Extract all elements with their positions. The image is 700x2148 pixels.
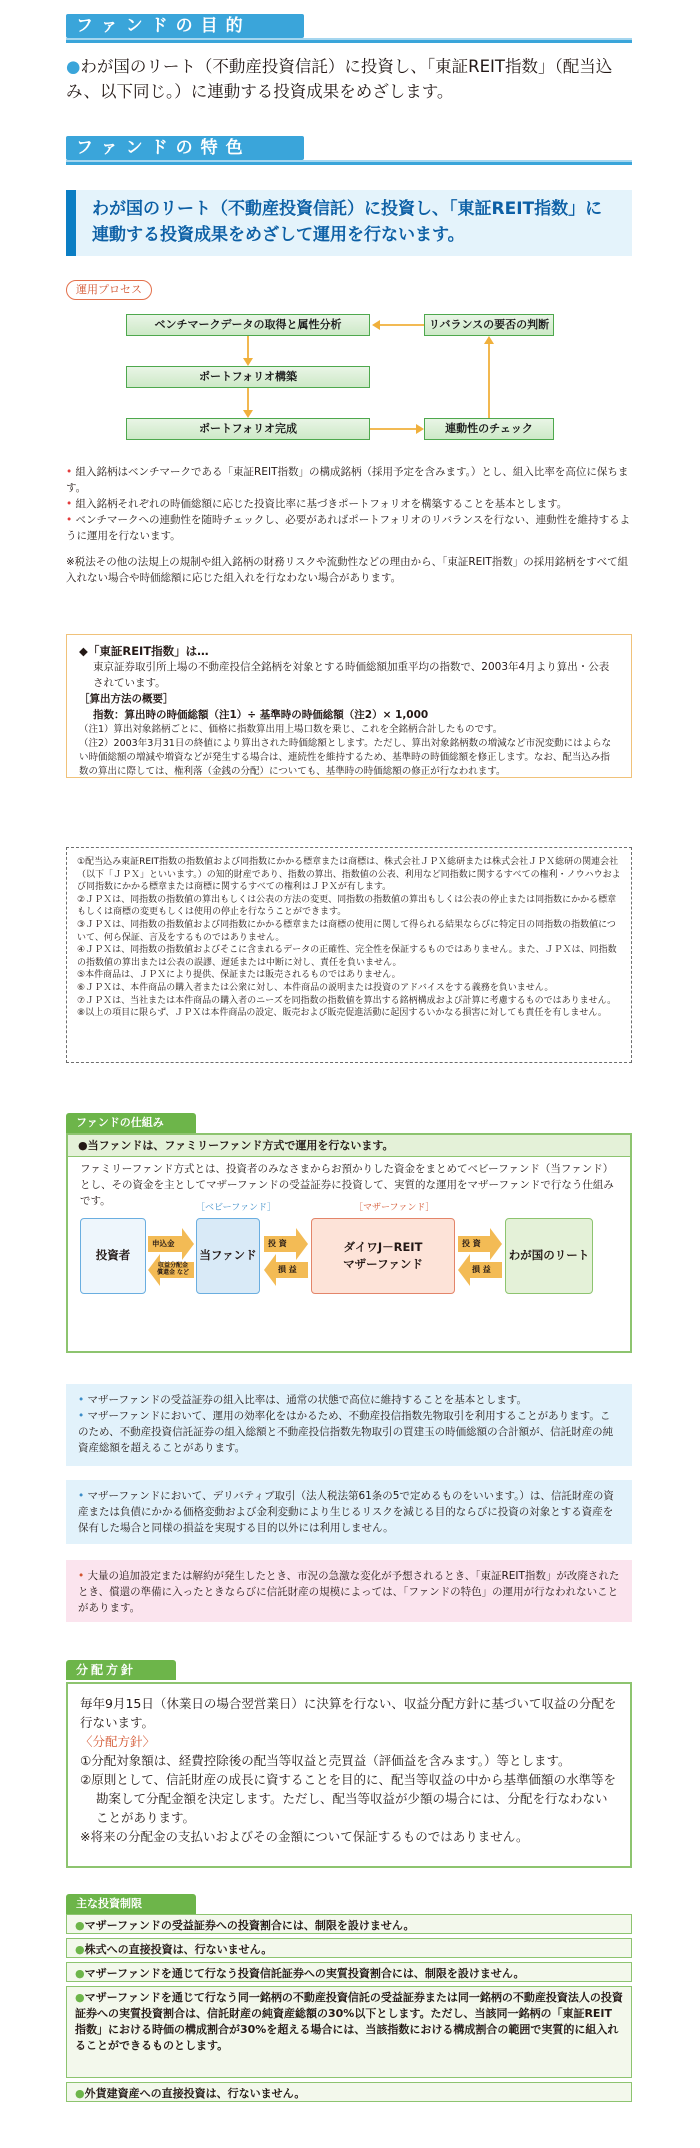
structure-desc: ファミリーファンド方式とは、投資者のみなさまからお預かりした資金をまとめてベビーファンド（当ファンド）とし、その資金を主としてマザーファンドの受益証券に投資して、実質的な運用をマザーファンドで行なう仕組みです。 [80,1163,614,1207]
purpose-text: ●わが国のリート（不動産投資信託）に投資し、「東証REIT指数」（配当込み、以下同じ。）に連動する投資成果をめざします。 [66,57,613,101]
flow-benchmark: ベンチマークデータの取得と属性分析 [126,314,370,336]
reit-index-desc: 東京証券取引所上場の不動産投信全銘柄を対象とする時価総額加重平均の指数で、2003年4月より算出・公表されています。 [93,661,610,689]
reit-index-title: ◆「東証REIT指数」は… [79,644,209,658]
investor-box: 投資者 [80,1218,146,1294]
list-item: • マザーファンドにおいて、運用の効率化をはかるため、不動産投信指数先物取引を利用することがあります。このため、不動産投資信託証券の組入総額と不動産投信指数先物取引の買建玉の時価総額の合計額が、信託財産の純資産総額を超えることがあります。 [78,1410,614,1454]
invest-label-1: 投 資 [268,1239,287,1248]
mother-fund-box: ダイワJ－REIT マザーファンド [311,1218,455,1294]
note-1: （注1）算出対象銘柄ごとに、価格に指数算出用上場口数を乗じ、これを全銘柄合計したものです。 [79,724,503,735]
list-item: ●マザーファンドを通じて行なう投資信託証券への実質投資割合には、制限を設けません。 [66,1962,632,1982]
list-item: ③ＪＰＸは、同指数の指数値および同指数にかかる標章または商標の使用に関して得られる結果ならびに特定日の同指数の指数値について、何ら保証、言及をするものではありません。 [77,919,616,943]
list-item: ⑥ＪＰＸは、本件商品の購入者または公衆に対し、本件商品の説明または投資のアドバイスをする義務を負いません。 [77,982,554,993]
apply-label: 申込金 [152,1239,175,1248]
dist-item-2: ②原則として、信託財産の成長に資することを目的に、配当等収益の中から基準価額の水準等を勘案して分配金額を決定します。ただし、配当等収益が少額の場合には、分配を行なわないことがあります。 [80,1772,616,1825]
flow-portfolio: ポートフォリオ構築 [126,366,370,388]
process-label: 運用プロセス [66,280,152,300]
dist-note: ※将来の分配金の支払いおよびその金額について保証するものではありません。 [80,1829,529,1844]
bullet-icon: ● [66,57,81,76]
flow-check: 連動性のチェック [424,418,554,440]
feature-highlight: わが国のリート（不動産投資信託）に投資し、「東証REIT指数」に連動する投資成果をめざして運用を行ないます。 [66,190,632,256]
reit-box: わが国のリート [505,1218,593,1294]
structure-lead: ●当ファンドは、ファミリーファンド方式で運用を行ないます。 [68,1135,630,1157]
restrictions-header: 主な投資制限 [66,1894,196,1914]
list-item: • マザーファンドにおいて、デリバティブ取引（法人税法第61条の5で定めるものをいいます。）は、信託財産の資産または負債にかかる価格変動および金利変動により生じるリスクを減じる目的ならびに投資の対象とする資産を保有した場合と同様の損益を実現する目的以外には利用しません。 [78,1490,614,1534]
list-item: ⑧以上の項目に限らず、ＪＰＸは本件商品の設定、販売および販売促進活動に起因するいかなる損害に対しても責任を有しません。 [77,1008,607,1019]
distribution-label: 収益分配金 償還金 など [156,1262,190,1276]
list-item: ④ＪＰＸは、同指数の指数値およびそこに含まれるデータの正確性、完全性を保証するものではありません。また、ＪＰＸは、同指数の指数値の算出または公表の誤謬、遅延または中断に対し、責任を負いません。 [77,945,617,968]
invest-label-2: 投 資 [462,1239,481,1248]
list-item: ●外貨建資産への直接投資は、行ないません。 [66,2082,632,2102]
this-fund-box: 当ファンド [196,1218,260,1294]
flow-complete: ポートフォリオ完成 [126,418,370,440]
list-item: • 組入銘柄はベンチマークである「東証REIT指数」の構成銘柄（採用予定を含みます。）とし、組入比率を高位に保ちます。 [66,466,629,494]
list-item: ●株式への直接投資は、行ないません。 [66,1938,632,1958]
profit-label-1: 損 益 [278,1265,297,1274]
dist-policy-box [66,1682,632,1868]
profit-label-2: 損 益 [472,1265,491,1274]
dist-item-1: ①分配対象額は、経費控除後の配当等収益と売買益（評価益を含みます。）等とします。 [80,1753,571,1768]
list-item: ●マザーファンドの受益証券への投資割合には、制限を設けません。 [66,1914,632,1934]
note-box-blue-2 [66,1480,632,1544]
structure-header: ファンドの仕組み [66,1113,196,1133]
list-item: ②ＪＰＸは、同指数の指数値の算出もしくは公表の方法の変更、同指数の指数値の算出もしくは公表の停止または同指数にかかる標章もしくは商標の変更もしくは使用の停止を行なうことができます。 [77,894,617,918]
dist-sub: 〈分配方針〉 [80,1734,156,1749]
section-title-purpose: ファンドの目的 [66,14,632,44]
flow-rebalance: リバランスの要否の判断 [424,314,554,336]
list-item: • マザーファンドの受益証券の組入比率は、通常の状態で高位に維持することを基本とします。 [78,1394,527,1406]
note-box-blue-1 [66,1384,632,1466]
calc-title: ［算出方法の概要］ [79,693,174,705]
list-item: ①配当込み東証REIT指数の指数値および同指数にかかる標章または商標は、株式会社ＪＰＸ総研または株式会社ＪＰＸ総研の関連会社（以下「ＪＰＸ」といいます。）の知的財産であり、指数の算出、指数値の公表、利用など同指数に関するすべての権利・ノウハウおよび同指数にかかる標章または商標に関するすべての権利はＪＰＸが有します。 [77,857,621,893]
list-item: ⑦ＪＰＸは、当社または本件商品の購入者のニーズを同指数の指数値を算出する銘柄構成および計算に考慮するものではありません。 [77,995,617,1006]
section-title-features: ファンドの特色 [66,136,632,166]
list-item: • ベンチマークへの連動性を随時チェックし、必要があればポートフォリオのリバランスを行ない、連動性を維持するように運用を行ないます。 [66,514,631,542]
process-footnote: ※税法その他の法規上の規制や組入銘柄の財務リスクや流動性などの理由から、「東証REIT指数」の採用銘柄をすべて組入れない場合や時価総額に応じた組入れを行なわない場合があります。 [66,556,629,584]
formula: 指数：算出時の時価総額（注1）÷ 基準時の時価総額（注2）× 1,000 [93,709,429,721]
list-item: ⑤本件商品は、ＪＰＸにより提供、保証または販売されるものではありません。 [77,970,401,981]
note-box-pink [66,1560,632,1622]
list-item: • 組入銘柄それぞれの時価総額に応じた投資比率に基づきポートフォリオを構築することを基本とします。 [66,498,568,510]
dist-policy-header: 分配方針 [66,1660,176,1680]
note-2: （注2）2003年3月31日の終値により算出された時価総額とします。ただし、算出対象銘柄数の増減など市況変動にはよらない時価総額の増減や増資などが発生する場合は、連続性を維持するため、基準時の時価総額を修正します。なお、配当込み指数の算出に際しては、権利落（金銭の分配）についても、基準時の時価総額の修正が行なわれます。 [79,738,612,777]
list-item: ●マザーファンドを通じて行なう同一銘柄の不動産投資信託の受益証券または同一銘柄の不動産投資法人の投資証券への実質投資割合は、信託財産の純資産総額の30%以下とします。ただし、当該同一銘柄の「東証REIT指数」における時価の構成割合が30%を超える場合には、当該指数における構成割合の範囲で実質的に組入れることができるものとします。 [66,1986,632,2078]
baby-fund-label: ［ベビーファンド］ [196,1203,277,1213]
dist-intro: 毎年9月15日（休業日の場合翌営業日）に決算を行ない、収益分配方針に基づいて収益の分配を行ないます。 [80,1696,617,1730]
mother-fund-label: ［マザーファンド］ [354,1203,435,1213]
list-item: • 大量の追加設定または解約が発生したとき、市況の急激な変化が予想されるとき、「東証REIT指数」が改廃されたとき、償還の準備に入ったときならびに信託財産の規模によっては、「ファンドの特色」の運用が行なわれないことがあります。 [78,1570,620,1614]
